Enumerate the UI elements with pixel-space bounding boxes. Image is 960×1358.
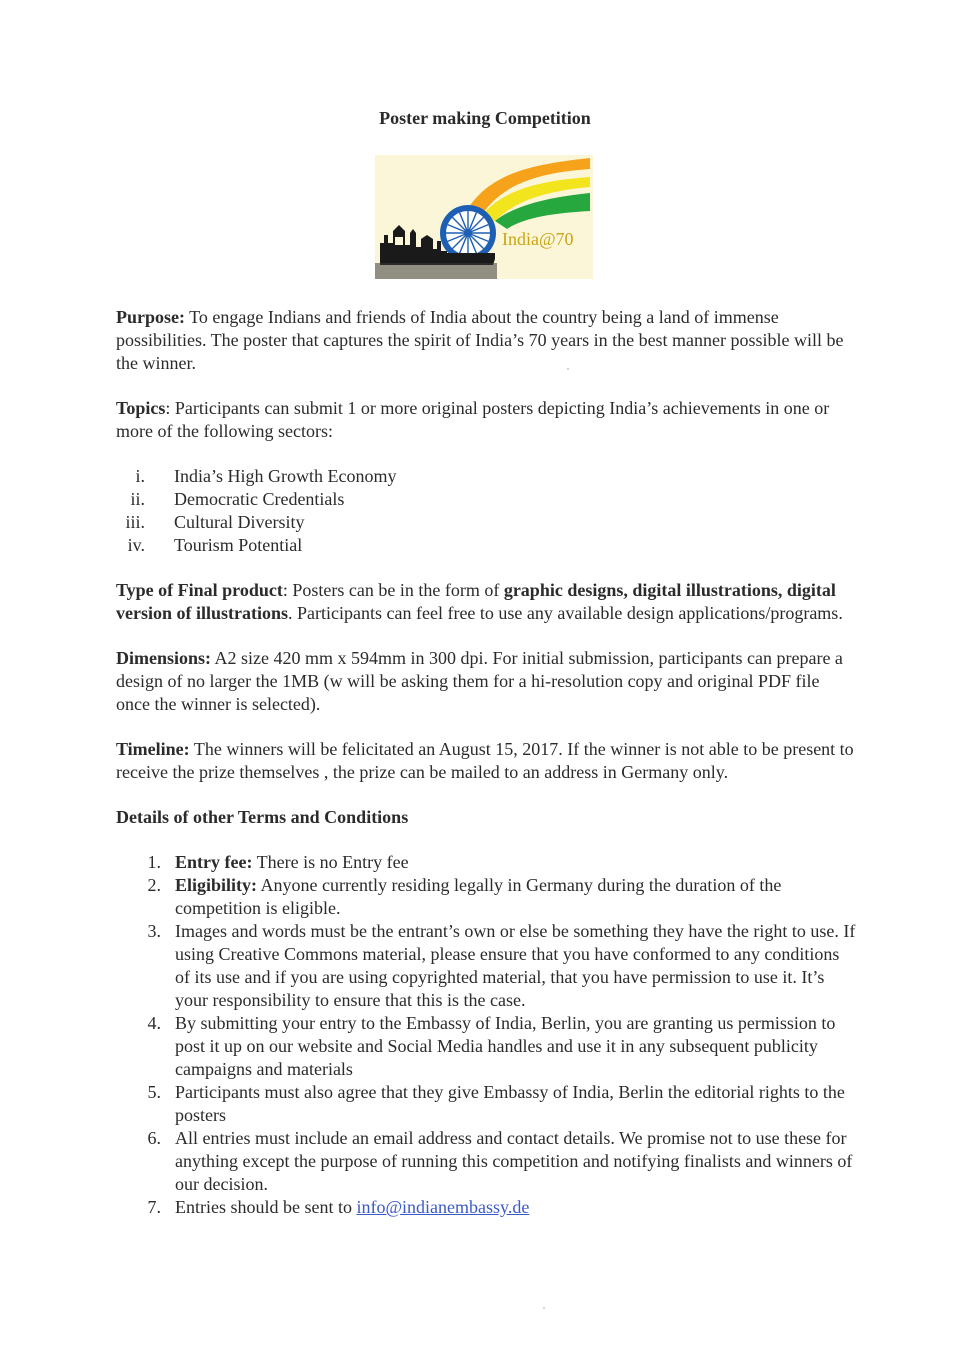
list-item-number: 5.: [147, 1082, 161, 1102]
topics-section: [116, 397, 856, 443]
dimensions-section: [116, 647, 856, 716]
timeline-text: The winners will be felicitated an August 15, 2017. If the winner is not able to be present to receive the prize themselves , the prize can be mailed to an address in Germany only.: [116, 739, 854, 782]
term-text: Images and words must be the entrant’s own or else be something they have the right to use. If using Creative Commons material, please ensure that you have conformed to any conditions of its use and if you are using copyrighted material, that you have permission to use it. It’s your responsibility to ensure that this is the case.: [175, 921, 856, 1010]
purpose-text: To engage Indians and friends of India about the country being a land of immense possibilities. The poster that captures the spirit of India’s 70 years in the best manner possible will be the winner.: [116, 307, 844, 373]
timeline-section: [116, 738, 856, 784]
list-item: [116, 488, 856, 511]
timeline-label: Timeline:: [116, 739, 190, 759]
list-item-number: 6.: [147, 1128, 161, 1148]
list-item-number: 7.: [147, 1197, 161, 1217]
document-body: [116, 306, 856, 1219]
list-item: [116, 1196, 856, 1219]
list-item: [116, 1127, 856, 1196]
term-text: Entries should be sent to: [175, 1197, 357, 1217]
list-item-number: i.: [135, 466, 145, 486]
list-item-number: iv.: [127, 535, 145, 555]
final-product-formats: graphic designs, digital illustrations, digital version of illustrations: [116, 580, 836, 623]
term-text: By submitting your entry to the Embassy of India, Berlin, you are granting us permission to post it up on our website and Social Media handles and use it in any subsequent publicity campaigns and materials: [175, 1013, 836, 1079]
list-item: [116, 874, 856, 920]
list-item-text: Democratic Credentials: [174, 489, 345, 509]
list-item-number: 1.: [147, 852, 161, 872]
list-item-number: iii.: [125, 512, 145, 532]
final-product-text-end: . Participants can feel free to use any available design applications/programs.: [288, 603, 843, 623]
term-label: Entry fee:: [175, 852, 253, 872]
final-product-label: Type of Final product: [116, 580, 283, 600]
scan-speck: [543, 1307, 545, 1309]
terms-list: [116, 851, 856, 1219]
term-text: Participants must also agree that they give Embassy of India, Berlin the editorial rights to the posters: [175, 1082, 845, 1125]
list-item-number: ii.: [130, 489, 145, 509]
dimensions-label: Dimensions:: [116, 648, 212, 668]
list-item-text: Cultural Diversity: [174, 512, 305, 532]
term-text: All entries must include an email address and contact details. We promise not to use these for anything except the purpose of running this competition and notifying finalists and winners of our decision.: [175, 1128, 853, 1194]
final-product-text: : Posters can be in the form of: [282, 580, 504, 600]
scan-speck: [567, 368, 569, 370]
india-at-70-logo: [375, 155, 593, 279]
topics-label: Topics: [116, 398, 166, 418]
topics-text: : Participants can submit 1 or more original posters depicting India’s achievements in one or more of the following sectors:: [116, 398, 830, 441]
purpose-section: [116, 306, 856, 375]
term-text: Anyone currently residing legally in Germany during the duration of the competition is eligible.: [175, 875, 782, 918]
list-item: [116, 511, 856, 534]
list-item-text: India’s High Growth Economy: [174, 466, 397, 486]
terms-heading: Details of other Terms and Conditions: [116, 807, 409, 827]
page-title: Poster making Competition: [379, 108, 591, 128]
dimensions-text: A2 size 420 mm x 594mm in 300 dpi. For initial submission, participants can prepare a design of no larger the 1MB (w will be asking them for a hi-resolution copy and original PDF file once the winner is selected).: [116, 648, 843, 714]
list-item: [116, 920, 856, 1012]
term-label: Eligibility:: [175, 875, 258, 895]
topics-list: [116, 465, 856, 557]
list-item: [116, 1012, 856, 1081]
list-item: [116, 534, 856, 557]
list-item: [116, 1081, 856, 1127]
list-item-text: Tourism Potential: [174, 535, 303, 555]
list-item-number: 2.: [147, 875, 161, 895]
list-item: [116, 465, 856, 488]
email-link[interactable]: info@indianembassy.de: [356, 1197, 530, 1217]
purpose-label: Purpose:: [116, 307, 185, 327]
list-item: [116, 851, 856, 874]
logo-text: India@70: [502, 229, 574, 249]
final-product-section: [116, 579, 856, 625]
list-item-number: 3.: [147, 921, 161, 941]
list-item-number: 4.: [147, 1013, 161, 1033]
term-text: There is no Entry fee: [252, 852, 409, 872]
